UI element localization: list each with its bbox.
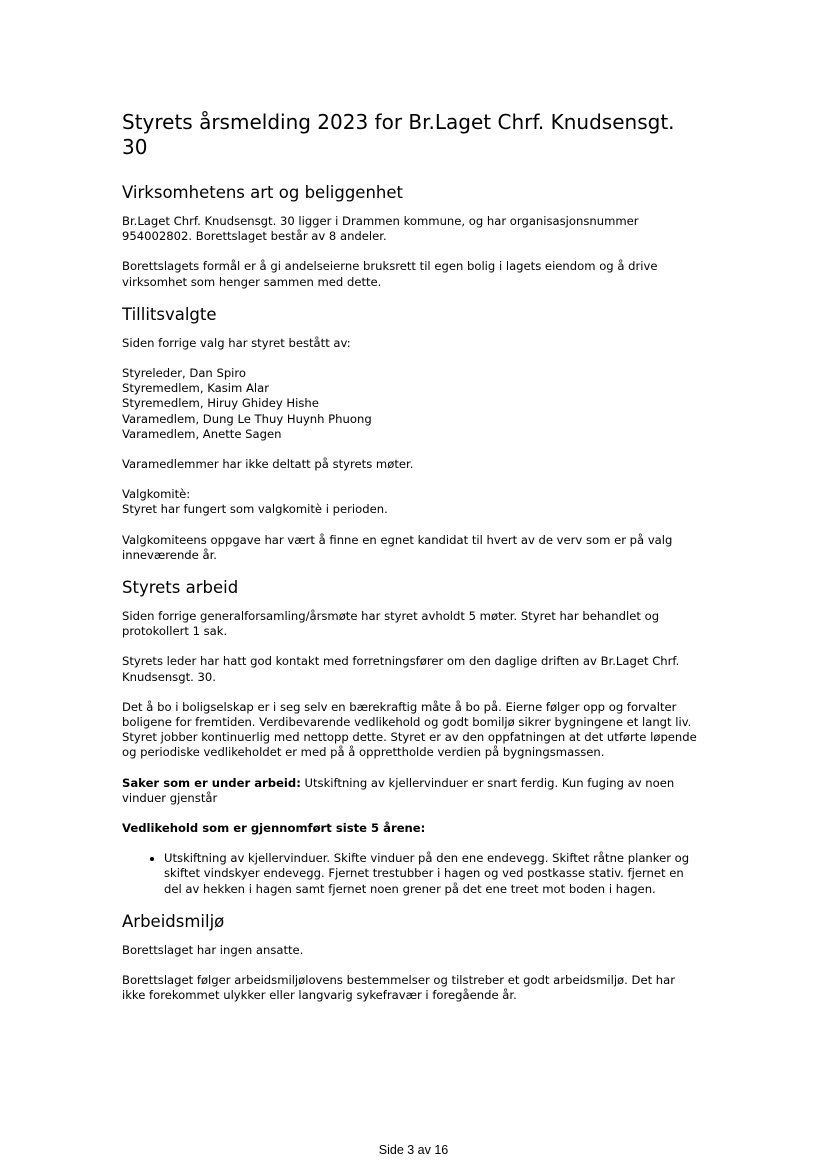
section-arbeidsmiljo [122, 912, 702, 1004]
list-item: • Utskiftning av kjellervinduer. Skifte vinduer på den ene endevegg. Skiftet råtne planker og skiftet vindskyer endevegg. Fjernet trestubber i hagen og ved postkasse stativ. fjernet en del av hekken i hagen samt fjernet noen grener på det ene treet mot boden i hagen. [164, 851, 702, 897]
section-styrets-arbeid [122, 578, 702, 897]
board-member: Styremedlem, Kasim Alar [122, 381, 269, 396]
paragraph-board-intro: Siden forrige valg har styret bestått av: [122, 335, 351, 350]
document-title: Styrets årsmelding 2023 for Br.Laget Chrf. Knudsensgt. 30 [122, 110, 675, 159]
election-committee [122, 487, 702, 517]
section-heading-arbeidsmiljo: Arbeidsmiljø [122, 911, 225, 931]
paragraph-committee-task: Valgkomiteens oppgave har vært å finne en egnet kandidat til hvert av de verv som er på valg inneværende år. [122, 532, 673, 562]
paragraph-meetings: Siden forrige generalforsamling/årsmøte har styret avholdt 5 møter. Styret har behandlet og protokollert 1 sak. [122, 609, 660, 639]
ongoing-text: Utskiftning av kjellervinduer er snart ferdig. Kun fuging av noen vinduer gjenstår [122, 775, 675, 805]
paragraph-location: Br.Laget Chrf. Knudsensgt. 30 ligger i Drammen kommune, og har organisasjonsnummer 954002802. Borettslaget består av 8 andeler. [122, 214, 639, 244]
committee-text: Styret har fungert som valgkomitè i perioden. [122, 502, 388, 517]
ongoing-label: Saker som er under arbeid: [122, 775, 301, 790]
section-heading-styrets-arbeid: Styrets arbeid [122, 578, 239, 598]
page-number: Side 3 av 16 [378, 1143, 449, 1157]
section-heading-virksomhet: Virksomhetens art og beliggenhet [122, 183, 403, 202]
paragraph-ongoing-work [122, 776, 702, 806]
section-tillitsvalgte [122, 305, 702, 563]
board-member-list [122, 366, 702, 442]
document-page [122, 110, 702, 1019]
paragraph-purpose: Borettslagets formål er å gi andelseierne bruksrett til egen bolig i lagets eiendom og å drive virksomhet som henger sammen med dette. [122, 259, 658, 289]
paragraph-deputies-note: Varamedlemmer har ikke deltatt på styrets møter. [122, 457, 414, 472]
section-virksomhet [122, 183, 702, 290]
board-member: Styremedlem, Hiruy Ghidey Hishe [122, 396, 319, 411]
board-member: Varamedlem, Dung Le Thuy Huynh Phuong [122, 411, 372, 426]
maintenance-list [122, 851, 702, 897]
maintenance-heading [122, 821, 702, 836]
board-member: Varamedlem, Anette Sagen [122, 426, 282, 441]
paragraph-sustainability: Det å bo i boligselskap er i seg selv en bærekraftig måte å bo på. Eierne følger opp og forvalter boligene for fremtiden. Verdibevarende vedlikehold og godt bomiljø sikrer bygningene et langt liv. Styret jobber kontinuerlig med nettopp dette. Styret er av den oppfatningen at det utførte løpende og periodiske vedlikeholdet er med på å opprettholde verdien på bygningsmassen. [122, 699, 697, 760]
maintenance-label: Vedlikehold som er gjennomført siste 5 årene: [122, 821, 426, 836]
paragraph-work-environment: Borettslaget følger arbeidsmiljølovens bestemmelser og tilstreber et godt arbeidsmiljø. Det har ikke forekommet ulykker eller langvarig sykefravær i foregående år. [122, 973, 676, 1003]
paragraph-employees: Borettslaget har ingen ansatte. [122, 942, 304, 957]
committee-label: Valgkomitè: [122, 487, 191, 502]
section-heading-tillitsvalgte: Tillitsvalgte [122, 304, 217, 324]
board-member: Styreleder, Dan Spiro [122, 366, 247, 381]
paragraph-contact: Styrets leder har hatt god kontakt med forretningsfører om den daglige driften av Br.Laget Chrf. Knudsensgt. 30. [122, 654, 680, 684]
